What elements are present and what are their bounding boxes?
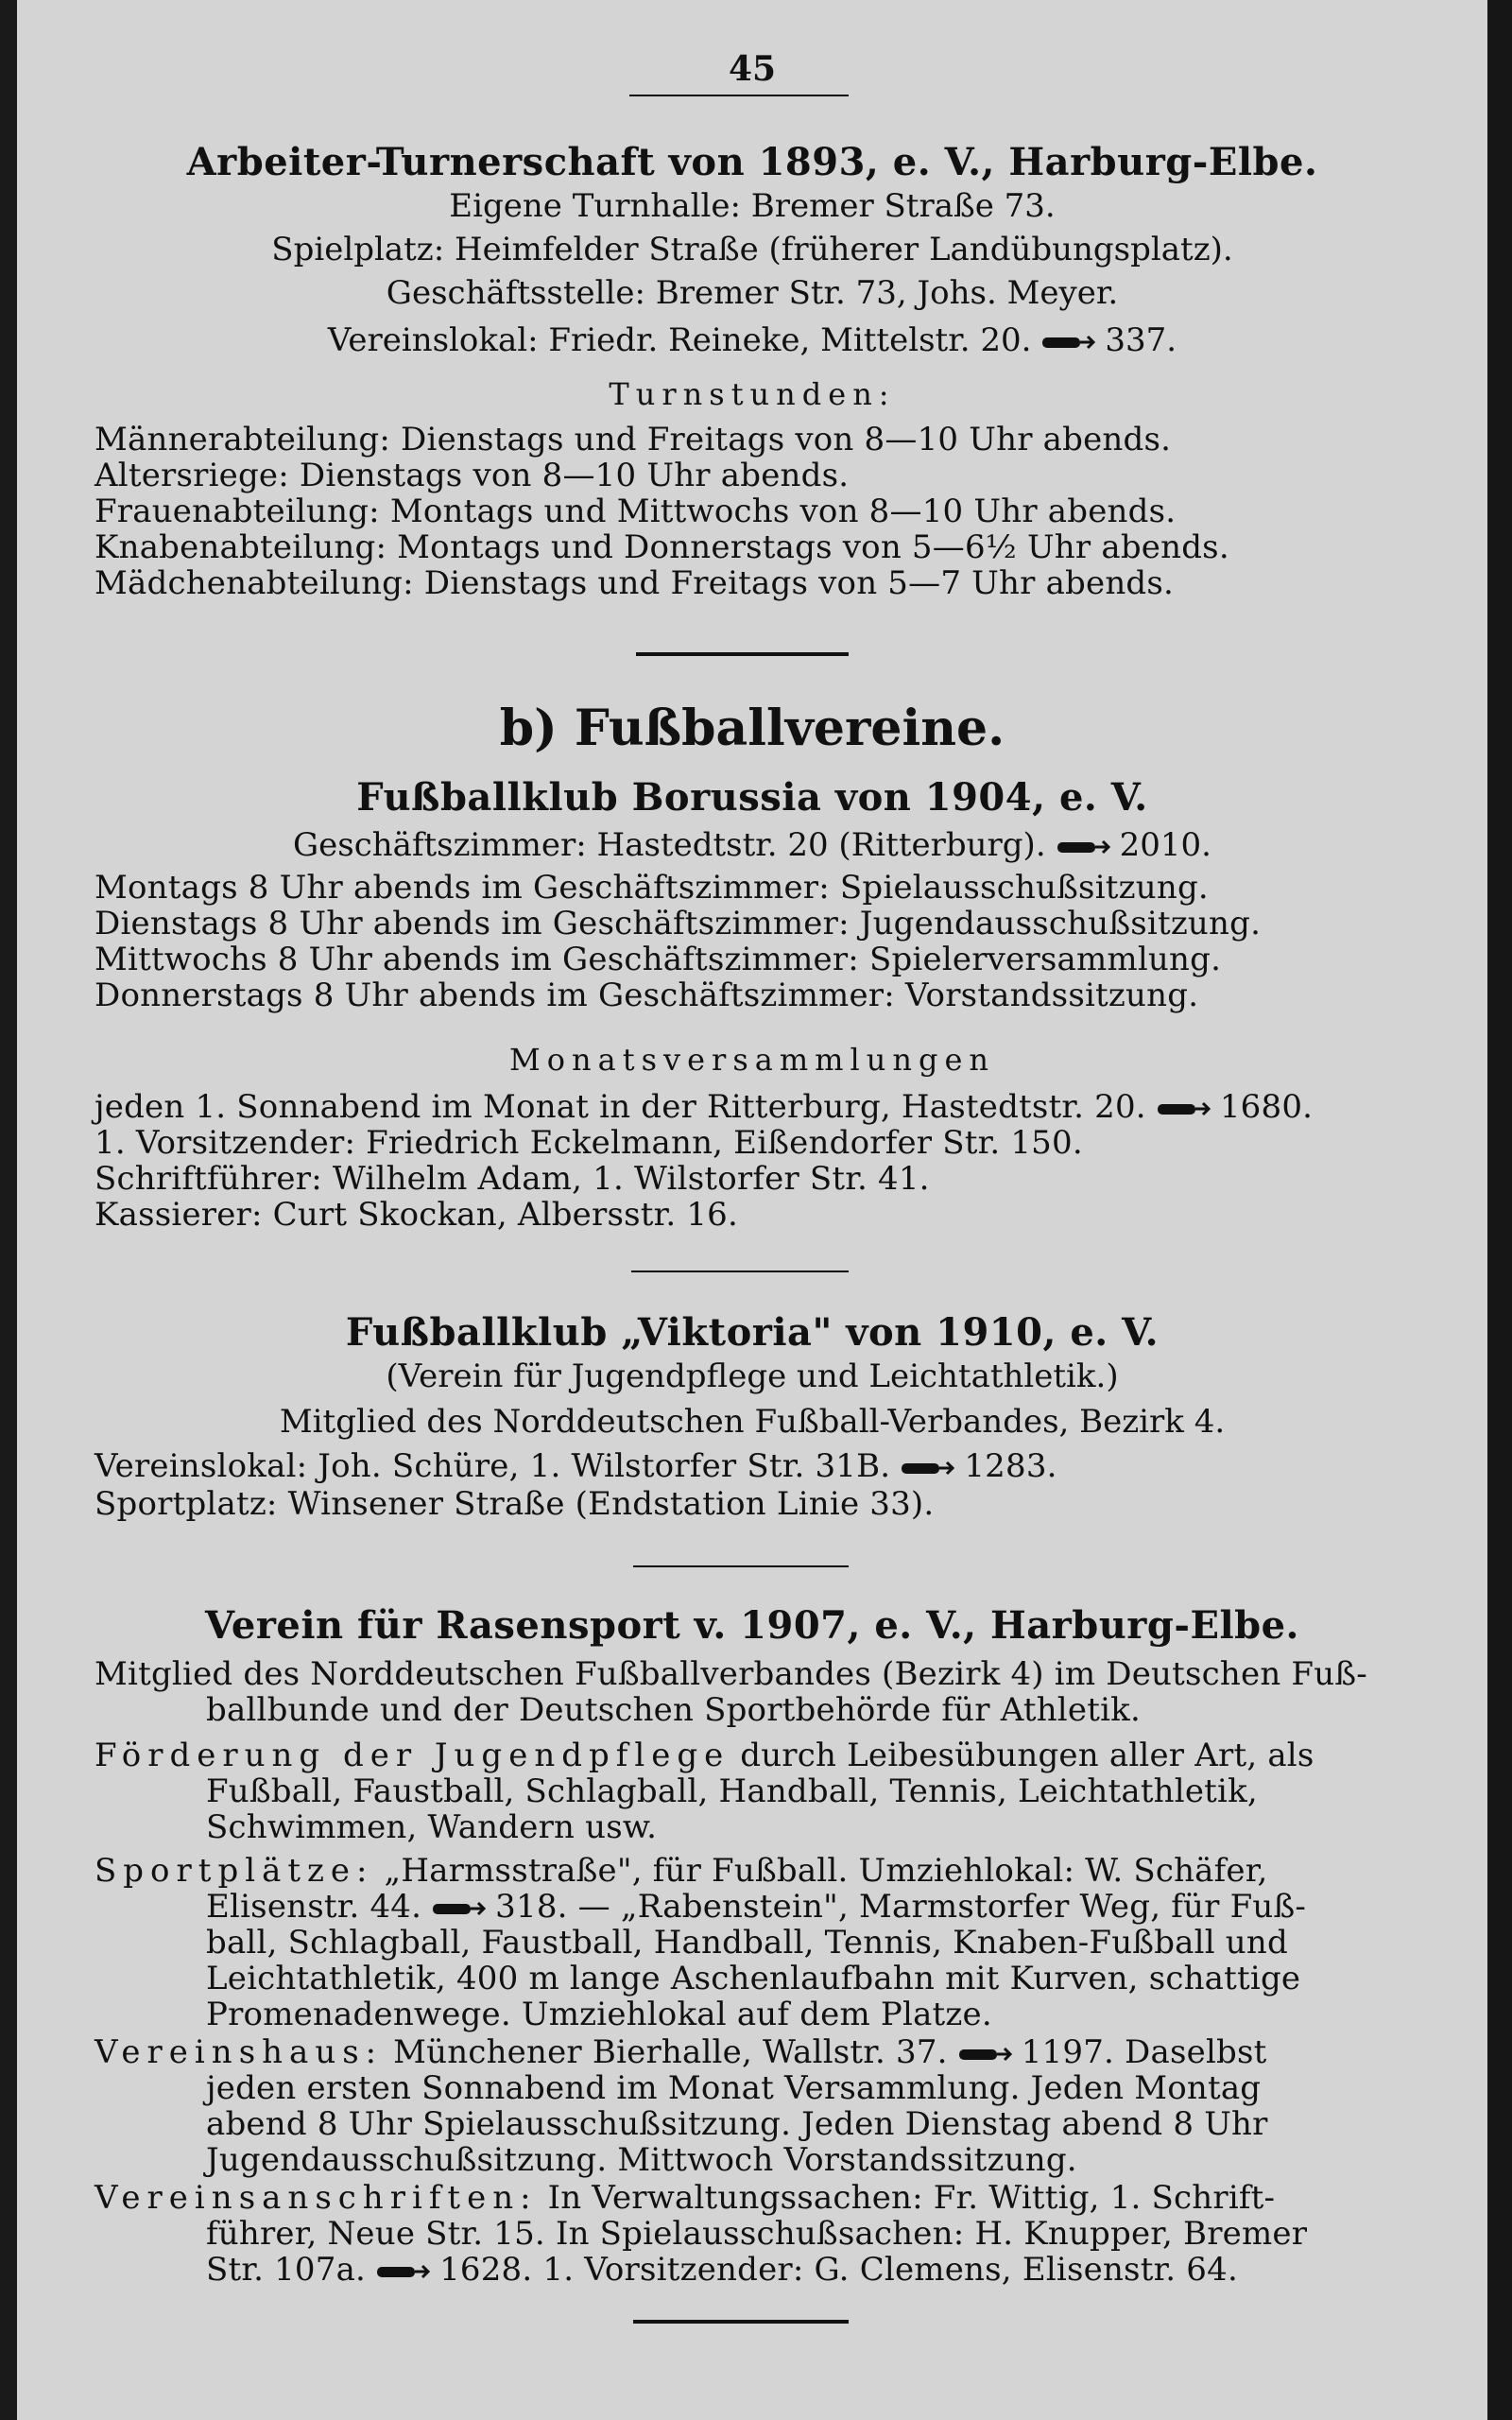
turnstunden-heading: Turnstunden:	[609, 376, 896, 412]
sportplaetze-label: Sportplätze:	[94, 1852, 374, 1890]
section-title-borussia: Fußballklub Borussia von 1904, e. V.	[356, 775, 1148, 820]
phone-number: 1628. 1. Vorsitzender: G. Clemens, Elisenstr. 64.	[439, 2251, 1238, 2289]
schedule-line: Männerabteilung: Dienstags und Freitags von 8—10 Uhr abends.	[94, 421, 1172, 458]
paragraph-line	[206, 1889, 1306, 1925]
telephone-icon	[900, 1458, 954, 1478]
paragraph-line	[94, 2034, 1267, 2070]
officer-line: Schriftführer: Wilhelm Adam, 1. Wilstorfer Str. 41.	[94, 1160, 930, 1198]
schedule-line: Donnerstags 8 Uhr abends im Geschäftszimmer: Vorstandssitzung.	[94, 977, 1199, 1014]
paragraph-line: führer, Neue Str. 15. In Spielausschußsachen: H. Knupper, Bremer	[206, 2215, 1308, 2253]
paragraph-line: Schwimmen, Wandern usw.	[206, 1808, 658, 1846]
mitglied-line: Mitglied des Norddeutschen Fußball-Verbandes, Bezirk 4.	[279, 1403, 1226, 1441]
info-line: Spielplatz: Heimfelder Straße (früherer Landübungsplatz).	[271, 231, 1233, 268]
officer-line: 1. Vorsitzender: Friedrich Eckelmann, Eißendorfer Str. 150.	[94, 1124, 1083, 1162]
foerderung-text: durch Leibesübungen aller Art, als	[730, 1737, 1314, 1774]
info-line: Geschäftsstelle: Bremer Str. 73, Johs. Meyer.	[386, 274, 1119, 312]
monatsversammlungen-heading: Monatsversammlungen	[509, 1042, 995, 1078]
address-text: Elisenstr. 44.	[206, 1888, 422, 1926]
phone-number: 318. — „Rabenstein", Marmstorfer Weg, für Fuß-	[495, 1888, 1307, 1926]
geschaeftszimmer-text: Geschäftszimmer: Hastedtstr. 20 (Ritterburg).	[293, 826, 1046, 864]
paragraph-line: Promenadenwege. Umziehlokal auf dem Platze.	[206, 1996, 992, 2033]
vereinshaus-text: Münchener Bierhalle, Wallstr. 37.	[383, 2033, 948, 2071]
anschriften-label: Vereinsanschriften:	[94, 2179, 538, 2217]
paragraph-line: abend 8 Uhr Spielausschußsitzung. Jeden Dienstag abend 8 Uhr	[206, 2105, 1268, 2143]
section-title-rasensport: Verein für Rasensport v. 1907, e. V., Harburg-Elbe.	[205, 1603, 1299, 1648]
paragraph-line: ball, Schlagball, Faustball, Handball, Tennis, Knaben-Fußball und	[206, 1924, 1288, 1962]
schedule-line: Altersriege: Dienstags von 8—10 Uhr abends.	[94, 457, 850, 494]
anschriften-text: In Verwaltungssachen: Fr. Wittig, 1. Schrift-	[537, 2179, 1276, 2217]
section-title-arbeiter-turnerschaft: Arbeiter-Turnerschaft von 1893, e. V., Harburg-Elbe.	[186, 140, 1318, 184]
paragraph-line: Leichtathletik, 400 m lange Aschenlaufbahn mit Kurven, schattige	[206, 1960, 1301, 1997]
sportplaetze-text: „Harmsstraße", für Fußball. Umziehlokal: W. Schäfer,	[373, 1852, 1268, 1890]
phone-number: 2010.	[1119, 826, 1211, 864]
paragraph-line	[94, 2180, 1275, 2216]
paragraph-line: ballbunde und der Deutschen Sportbehörde für Athletik.	[206, 1691, 1141, 1729]
paragraph-line: Jugendausschußsitzung. Mittwoch Vorstandssitzung.	[206, 2141, 1077, 2179]
subtitle: (Verein für Jugendpflege und Leichtathletik.)	[386, 1357, 1119, 1395]
page-number: 45	[728, 49, 777, 89]
page-number-rule	[629, 95, 849, 96]
foerderung-label: Förderung der Jugendpflege	[94, 1737, 730, 1774]
section-divider	[631, 1270, 849, 1272]
paragraph-line	[94, 1737, 1314, 1773]
telephone-icon	[431, 1898, 486, 1919]
address-text: Str. 107a.	[206, 2251, 367, 2289]
telephone-icon	[1156, 1098, 1211, 1119]
section-divider	[633, 2320, 849, 2324]
info-line	[94, 1448, 1057, 1484]
section-divider	[633, 1565, 849, 1567]
telephone-icon	[1056, 837, 1110, 857]
paragraph-line	[94, 1853, 1267, 1889]
telephone-icon	[1040, 332, 1095, 353]
paragraph-line: Fußball, Faustball, Schlagball, Handball, Tennis, Leichtathletik,	[206, 1772, 1258, 1810]
vereinslokal-text: Vereinslokal: Joh. Schüre, 1. Wilstorfer Str. 31B.	[94, 1447, 891, 1485]
schedule-line: Frauenabteilung: Montags und Mittwochs von 8—10 Uhr abends.	[94, 493, 1177, 530]
schedule-line: Knabenabteilung: Montags und Donnerstags von 5—6½ Uhr abends.	[94, 528, 1229, 566]
telephone-icon	[375, 2261, 430, 2282]
section-divider	[636, 652, 849, 656]
phone-number: 1283.	[964, 1447, 1057, 1485]
phone-number: 1197. Daselbst	[1021, 2033, 1267, 2071]
monats-text: jeden 1. Sonnabend im Monat in der Ritterburg, Hastedtstr. 20.	[94, 1088, 1146, 1126]
phone-number: 1680.	[1219, 1088, 1314, 1126]
info-line: Eigene Turnhalle: Bremer Straße 73.	[449, 187, 1056, 225]
schedule-line: Montags 8 Uhr abends im Geschäftszimmer: Spielausschußsitzung.	[94, 869, 1209, 907]
vereinslokal-text: Vereinslokal: Friedr. Reineke, Mittelstr. 20.	[327, 321, 1032, 359]
paragraph-line	[206, 2252, 1238, 2288]
sportplatz-line: Sportplatz: Winsener Straße (Endstation Linie 33).	[94, 1485, 935, 1523]
schedule-line: Mädchenabteilung: Dienstags und Freitags von 5—7 Uhr abends.	[94, 564, 1175, 602]
info-line	[17, 321, 1487, 359]
vereinshaus-label: Vereinshaus:	[94, 2033, 384, 2071]
info-line	[17, 826, 1487, 864]
section-b-heading: b) Fußballvereine.	[499, 700, 1005, 757]
info-line	[94, 1089, 1313, 1125]
phone-number: 337.	[1105, 321, 1177, 359]
section-title-viktoria: Fußballklub „Viktoria" von 1910, e. V.	[345, 1310, 1160, 1355]
schedule-line: Mittwochs 8 Uhr abends im Geschäftszimmer: Spielerversammlung.	[94, 941, 1222, 978]
telephone-icon	[957, 2044, 1012, 2065]
schedule-line: Dienstags 8 Uhr abends im Geschäftszimmer: Jugendausschußsitzung.	[94, 905, 1262, 942]
paragraph-line: Mitglied des Norddeutschen Fußballverbandes (Bezirk 4) im Deutschen Fuß-	[94, 1655, 1367, 1693]
officer-line: Kassierer: Curt Skockan, Albersstr. 16.	[94, 1196, 739, 1234]
paragraph-line: jeden ersten Sonnabend im Monat Versammlung. Jeden Montag	[206, 2069, 1262, 2107]
